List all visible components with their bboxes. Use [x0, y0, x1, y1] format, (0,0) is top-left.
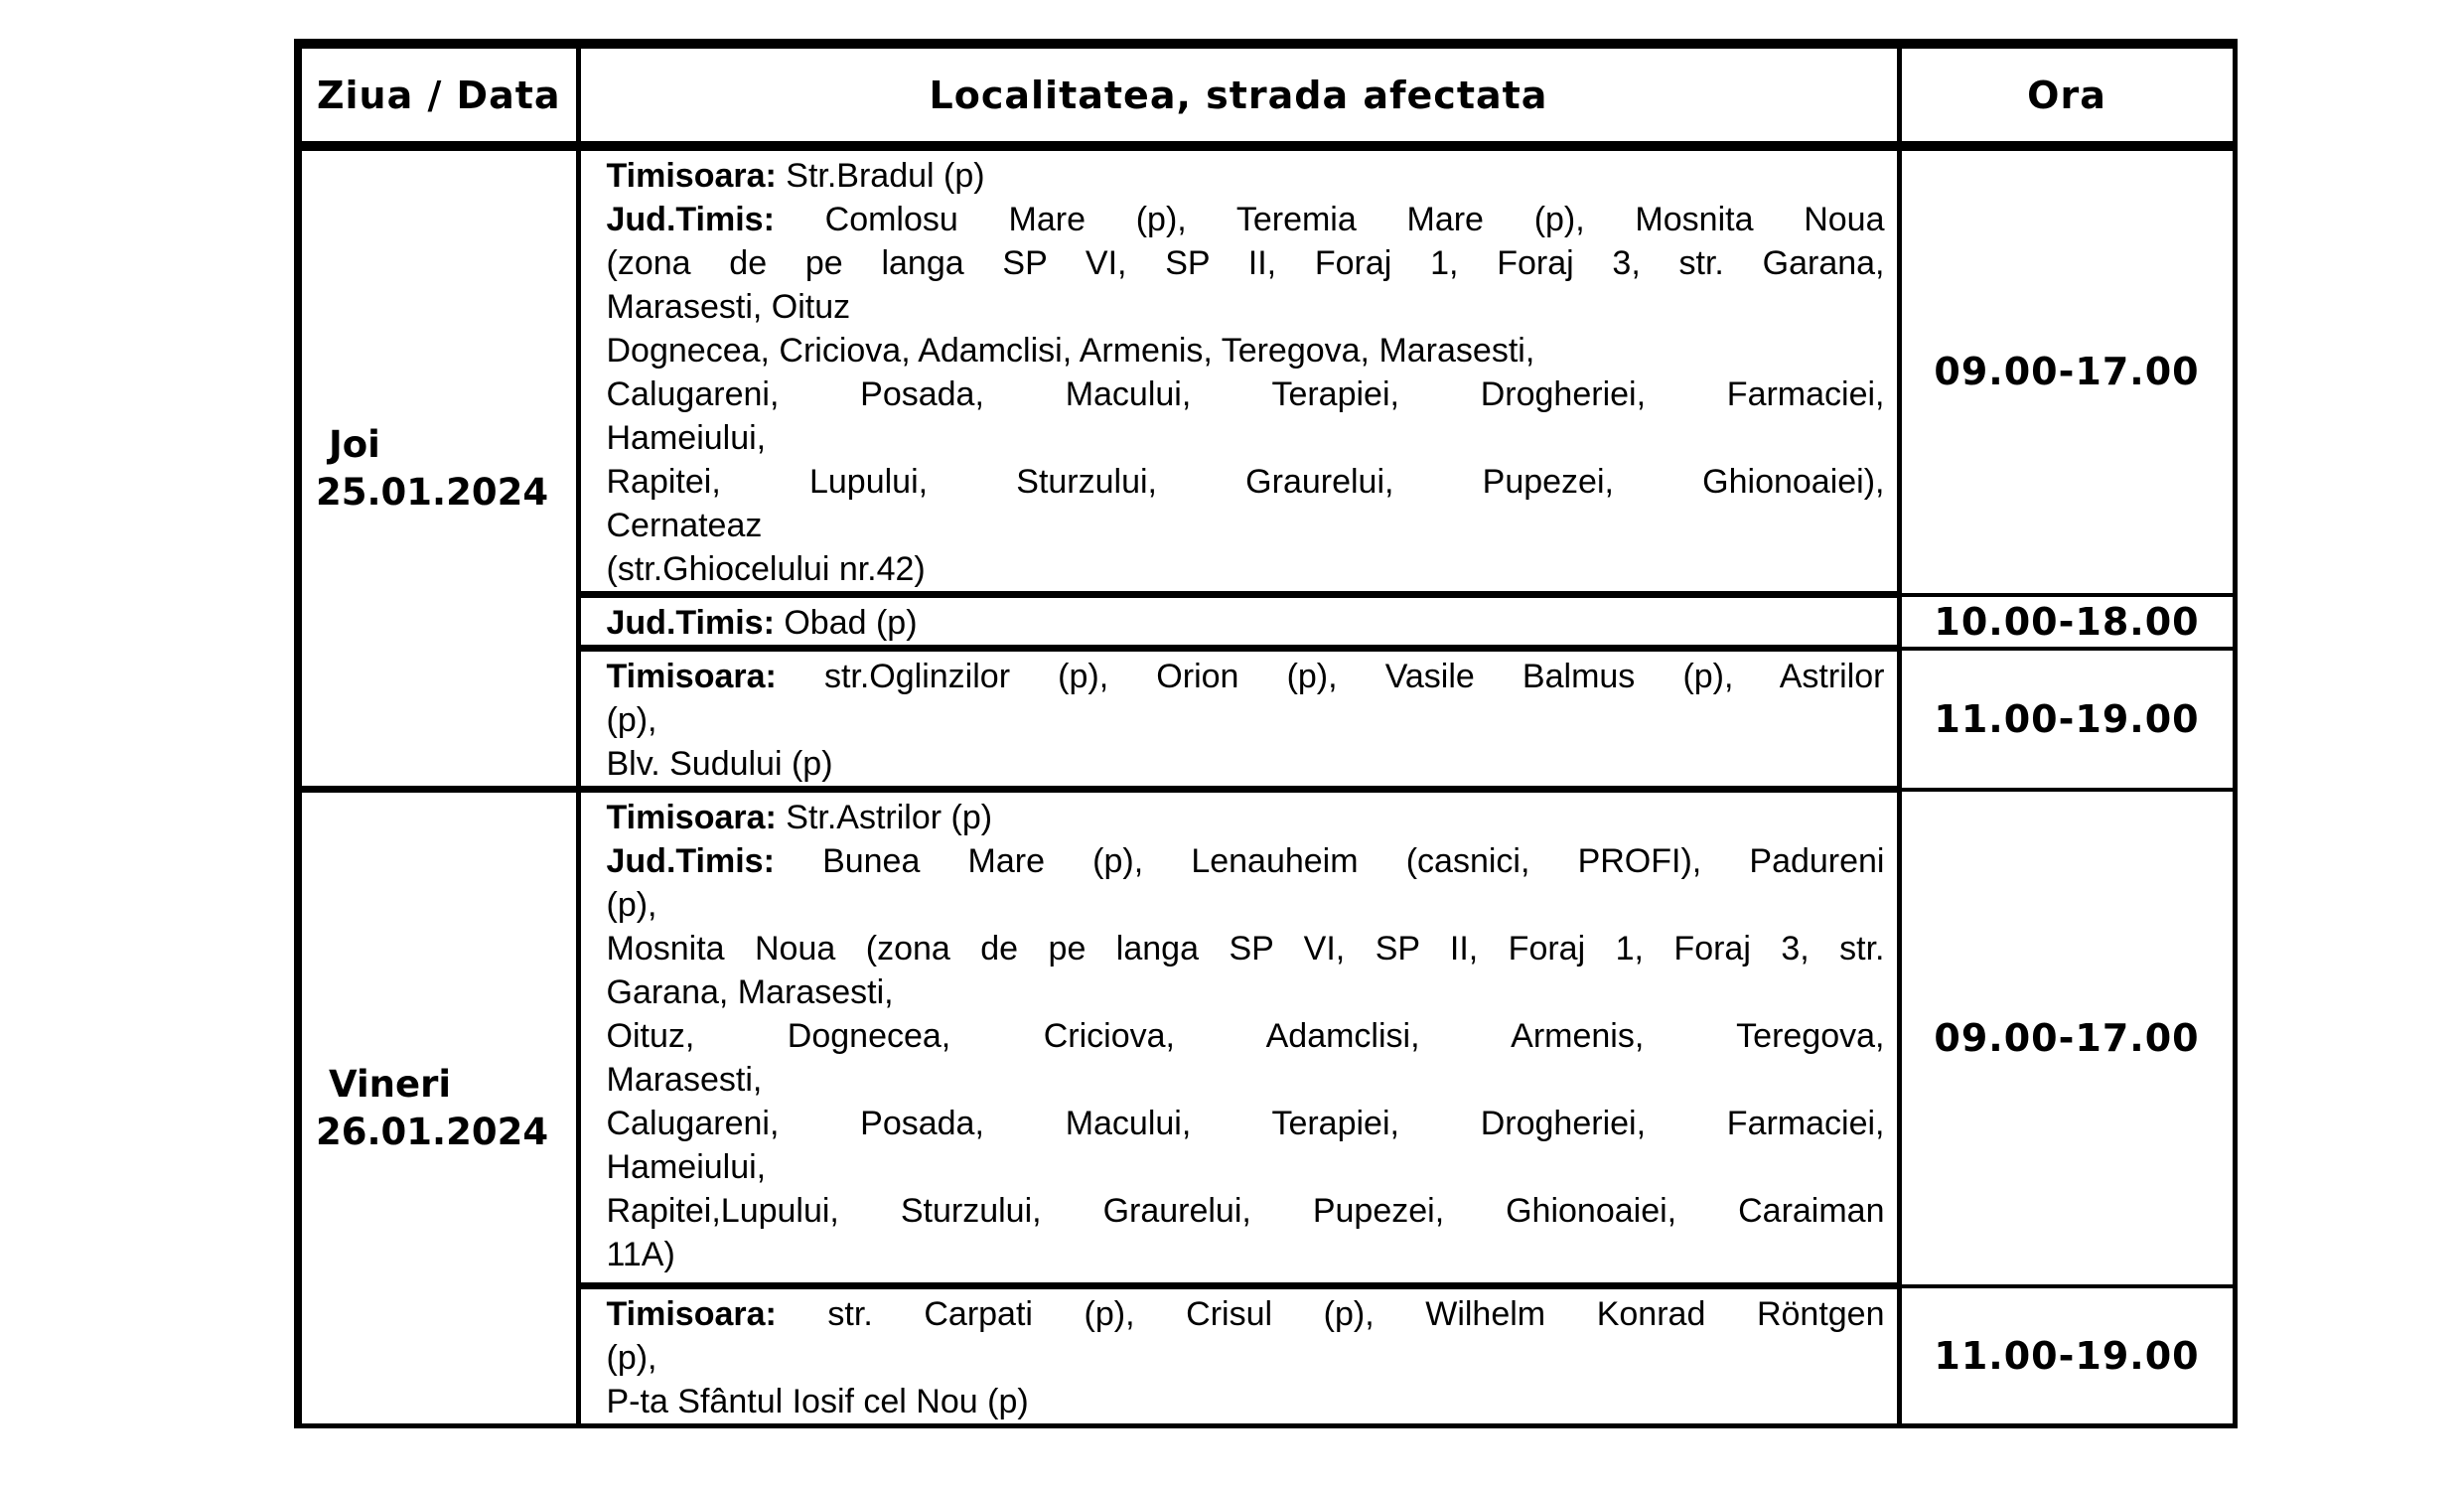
day-label: Vineri	[329, 1062, 452, 1106]
time-cell: 09.00-17.00	[1899, 790, 2235, 1286]
locality-bold-label: Jud.Timis:	[606, 604, 775, 642]
street-text: Hameiului,	[606, 419, 767, 457]
street-line	[607, 698, 1885, 742]
street-text: (zona de pe langa SP VI, SP II, Foraj 1, Foraj 3, str. Garana,	[606, 244, 1885, 282]
street-text: Marasesti,	[606, 1061, 763, 1099]
locality-bold-label: Timisoara:	[606, 1295, 777, 1333]
street-text: (p),	[606, 701, 657, 739]
street-line	[607, 154, 1885, 198]
street-text: (p),	[606, 1339, 657, 1377]
street-line	[607, 970, 1885, 1014]
locality-bold-label: Timisoara:	[606, 799, 777, 836]
date-label: 26.01.2024	[316, 1110, 549, 1153]
locality-cell	[578, 595, 1899, 649]
schedule-row	[298, 595, 2235, 649]
schedule-row	[298, 790, 2235, 1286]
street-line	[607, 504, 1885, 547]
schedule-row	[298, 649, 2235, 790]
street-text: Obad (p)	[774, 604, 918, 642]
street-line	[607, 285, 1885, 329]
header-locality-column: Localitatea, strada afectata	[578, 44, 1899, 146]
time-cell: 10.00-18.00	[1899, 595, 2235, 649]
street-line	[607, 1102, 1885, 1145]
street-line	[607, 601, 1885, 645]
street-text: Dognecea, Criciova, Adamclisi, Armenis, Teregova, Marasesti,	[606, 332, 1535, 370]
locality-bold-label: Jud.Timis:	[606, 201, 775, 238]
locality-bold-label: Timisoara:	[606, 658, 777, 695]
street-line	[607, 1336, 1885, 1380]
street-line	[607, 927, 1885, 970]
street-text: Str.Bradul (p)	[776, 157, 985, 195]
locality-cell	[578, 146, 1899, 595]
street-text: Bunea Mare (p), Lenauheim (casnici, PROFI), Padureni	[774, 842, 1885, 880]
locality-cell	[578, 790, 1899, 1286]
street-text: Oituz, Dognecea, Criciova, Adamclisi, Armenis, Teregova,	[606, 1017, 1885, 1055]
street-line	[607, 1189, 1885, 1233]
time-cell: 11.00-19.00	[1899, 649, 2235, 790]
street-line	[607, 883, 1885, 927]
street-text: Calugareni, Posada, Macului, Terapiei, Drogheriei, Farmaciei,	[606, 375, 1885, 413]
street-line	[607, 1380, 1885, 1423]
street-text: (str.Ghiocelului nr.42)	[606, 550, 926, 588]
street-text: Blv. Sudului (p)	[606, 745, 833, 783]
street-text: Comlosu Mare (p), Teremia Mare (p), Mosnita Noua	[774, 201, 1885, 238]
street-line	[607, 796, 1885, 839]
street-text: Mosnita Noua (zona de pe langa SP VI, SP II, Foraj 1, Foraj 3, str.	[606, 930, 1885, 968]
locality-bold-label: Timisoara:	[606, 157, 777, 195]
street-line	[607, 460, 1885, 504]
day-date-cell	[298, 790, 578, 1426]
street-line	[607, 241, 1885, 285]
header-time-column: Ora	[1899, 44, 2235, 146]
time-cell: 09.00-17.00	[1899, 146, 2235, 595]
street-text: Marasesti, Oituz	[606, 288, 851, 326]
street-text: Garana, Marasesti,	[606, 973, 894, 1011]
street-line	[607, 655, 1885, 698]
locality-cell	[578, 1286, 1899, 1426]
street-line	[607, 1292, 1885, 1336]
schedule-body	[298, 146, 2235, 1426]
street-text: str.Oglinzilor (p), Orion (p), Vasile Balmus (p), Astrilor	[776, 658, 1885, 695]
street-line	[607, 198, 1885, 241]
street-line	[607, 1014, 1885, 1058]
street-text: Str.Astrilor (p)	[776, 799, 993, 836]
street-line	[607, 547, 1885, 591]
day-date-cell	[298, 146, 578, 790]
street-text: Calugareni, Posada, Macului, Terapiei, Drogheriei, Farmaciei,	[606, 1105, 1885, 1142]
schedule-row	[298, 146, 2235, 595]
street-text: 11A)	[606, 1236, 675, 1273]
header-row	[298, 44, 2235, 146]
locality-bold-label: Jud.Timis:	[606, 842, 775, 880]
street-line	[607, 416, 1885, 460]
street-line	[607, 1145, 1885, 1189]
street-text: Rapitei, Lupului, Sturzului, Graurelui, Pupezei, Ghionoaiei),	[606, 463, 1885, 501]
street-text: (p),	[606, 886, 657, 924]
street-line	[607, 1058, 1885, 1102]
header-day-column: Ziua / Data	[298, 44, 578, 146]
street-text: Cernateaz	[606, 507, 763, 544]
street-text: Rapitei,Lupului, Sturzului, Graurelui, Pupezei, Ghionoaiei, Caraiman	[606, 1192, 1885, 1230]
outage-schedule-table	[294, 39, 2238, 1428]
street-line	[607, 742, 1885, 786]
street-line	[607, 1233, 1885, 1276]
locality-cell	[578, 649, 1899, 790]
street-text: P-ta Sfântul Iosif cel Nou (p)	[606, 1383, 1029, 1420]
date-label: 25.01.2024	[316, 470, 549, 514]
street-line	[607, 839, 1885, 883]
street-text: str. Carpati (p), Crisul (p), Wilhelm Konrad Röntgen	[776, 1295, 1885, 1333]
time-cell: 11.00-19.00	[1934, 1333, 2200, 1378]
street-line	[607, 329, 1885, 372]
street-line	[607, 372, 1885, 416]
street-text: Hameiului,	[606, 1148, 767, 1186]
day-label: Joi	[329, 422, 380, 466]
schedule-row	[298, 1286, 2235, 1426]
table-header	[298, 44, 2235, 146]
